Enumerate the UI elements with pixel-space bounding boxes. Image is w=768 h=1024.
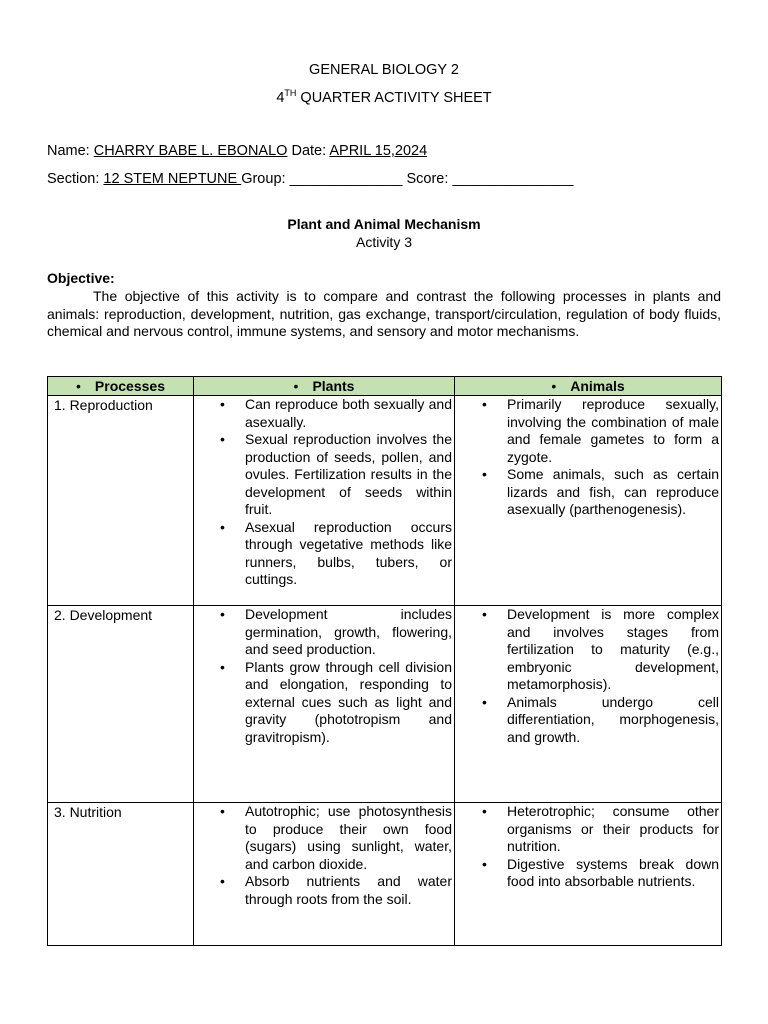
animals-cell xyxy=(455,396,722,606)
bullet-icon: • xyxy=(220,431,225,447)
quarter-rest: QUARTER ACTIVITY SHEET xyxy=(296,90,492,106)
header-label: Animals xyxy=(570,378,625,394)
activity-title: Plant and Animal Mechanism xyxy=(287,216,481,232)
list-item: • Development includes germination, growth, flowering, and seed production. xyxy=(220,606,452,657)
header-animals xyxy=(455,377,722,396)
section-group-score-line xyxy=(47,171,573,187)
list-item: • Digestive systems break down food into absorbable nutrients. xyxy=(482,855,719,889)
bullet-icon: • xyxy=(76,378,81,394)
plants-cell xyxy=(194,606,455,803)
quarter-title xyxy=(0,88,768,106)
header-processes xyxy=(48,377,194,396)
header-label: Processes xyxy=(94,378,165,394)
table-header-row xyxy=(48,377,722,396)
bullet-icon: • xyxy=(220,396,225,412)
process-cell: 2. Development xyxy=(48,606,194,803)
list-item: • Some animals, such as certain lizards and fish, can reproduce asexually (parthenogenesis). xyxy=(482,466,719,517)
bullet-icon: • xyxy=(482,396,487,412)
bullet-icon: • xyxy=(482,855,487,872)
score-label: Score: xyxy=(402,171,453,187)
bullet-icon: • xyxy=(220,658,225,675)
bullet-icon: • xyxy=(220,518,225,535)
process-cell: 3. Nutrition xyxy=(48,803,194,946)
table-row xyxy=(48,396,722,606)
bullet-icon: • xyxy=(220,606,225,622)
quarter-number: 4 xyxy=(276,90,285,106)
course-title: GENERAL BIOLOGY 2 xyxy=(309,62,459,78)
bullet-icon: • xyxy=(482,606,487,622)
objective-text: The objective of this activity is to compare and contrast the following processes in plants and animals: reproduction, development, nutrition, gas exchange, transport/circulation, regulation of body fluids, chemical and nervous control, immune systems, and sensory and motor mechanisms. xyxy=(47,288,721,339)
student-name: CHARRY BABE L. EBONALO xyxy=(93,143,288,159)
plants-cell xyxy=(194,803,455,946)
name-label: Name: xyxy=(47,143,94,159)
bullet-icon: • xyxy=(482,693,487,710)
process-cell: 1. Reproduction xyxy=(48,396,194,606)
header-plants xyxy=(194,377,455,396)
list-item: • Plants grow through cell division and elongation, responding to external cues such as light and gravity (phototropism and gravitropism). xyxy=(220,658,452,745)
section-value: 12 STEM NEPTUNE xyxy=(103,171,242,187)
list-item: • Can reproduce both sexually and asexually. xyxy=(220,396,452,430)
list-item: • Absorb nutrients and water through roots from the soil. xyxy=(220,873,452,907)
name-date-line xyxy=(47,143,427,159)
list-item: • Primarily reproduce sexually, involving the combination of male and female gametes to form a zygote. xyxy=(482,396,719,465)
list-item: • Animals undergo cell differentiation, morphogenesis, and growth. xyxy=(482,693,719,745)
header-label: Plants xyxy=(312,378,355,394)
activity-subtitle: Activity 3 xyxy=(355,234,412,250)
objective-label: Objective: xyxy=(47,270,115,286)
bullet-icon: • xyxy=(482,803,487,819)
table-row xyxy=(48,803,722,946)
group-blank: ______________ xyxy=(289,171,403,187)
date-label: Date: xyxy=(287,143,330,159)
section-label: Section: xyxy=(47,171,104,187)
list-item: • Autotrophic; use photosynthesis to produce their own food (sugars) using sunlight, water, and carbon dioxide. xyxy=(220,803,452,872)
comparison-table xyxy=(47,376,722,946)
list-item: • Asexual reproduction occurs through vegetative methods like runners, bulbs, tubers, or cuttings. xyxy=(220,518,452,587)
list-item: • Sexual reproduction involves the production of seeds, pollen, and ovules. Fertilization results in the development of seeds within fruit. xyxy=(220,431,452,517)
list-item: • Development is more complex and involves stages from fertilization to maturity (e.g., embryonic development, metamorphosis). xyxy=(482,606,719,692)
bullet-icon: • xyxy=(220,803,225,819)
date-value: APRIL 15,2024 xyxy=(329,143,428,159)
bullet-icon: • xyxy=(220,873,225,889)
plants-cell xyxy=(194,396,455,606)
bullet-icon: • xyxy=(482,466,487,482)
bullet-icon: • xyxy=(551,378,557,394)
group-label: Group: xyxy=(241,171,290,187)
animals-cell xyxy=(455,803,722,946)
quarter-suffix: TH xyxy=(284,88,297,98)
score-blank: _______________ xyxy=(452,171,574,187)
list-item: • Heterotrophic; consume other organisms or their products for nutrition. xyxy=(482,803,719,854)
bullet-icon: • xyxy=(293,378,299,394)
table-row xyxy=(48,606,722,803)
animals-cell xyxy=(455,606,722,803)
